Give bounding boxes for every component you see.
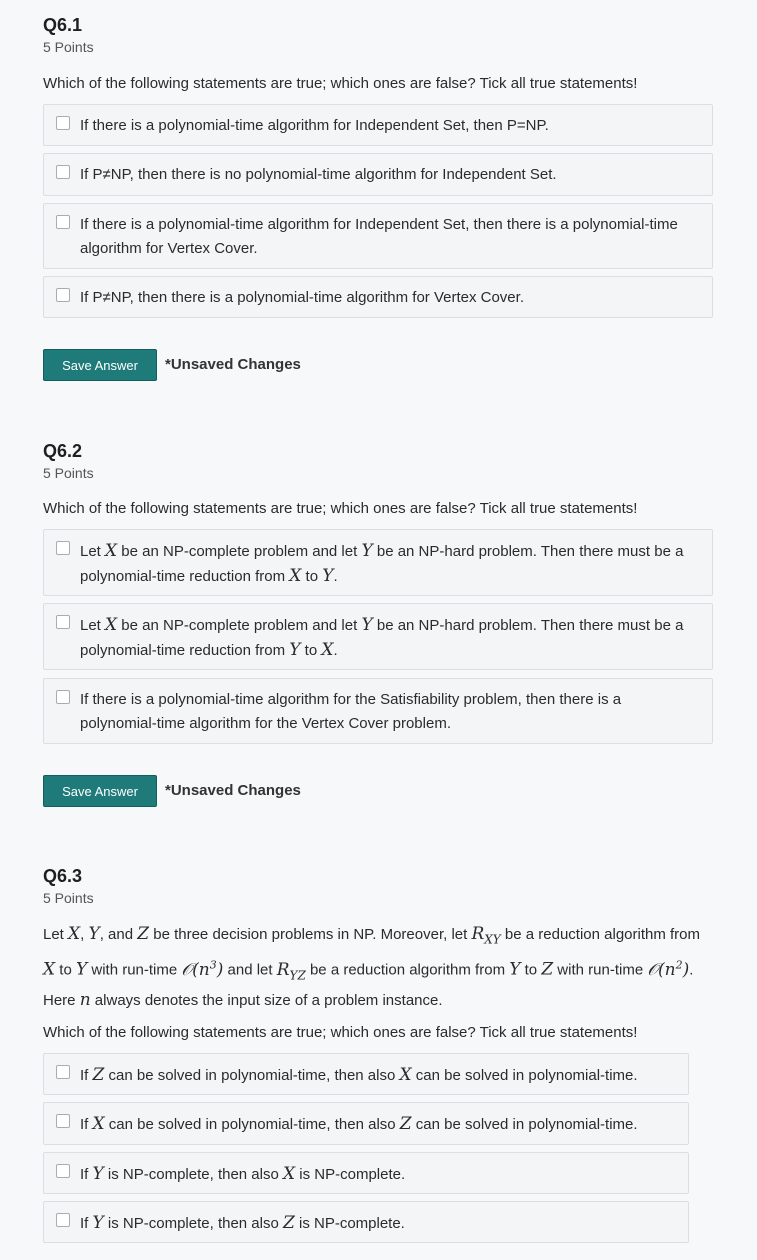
checkbox[interactable] [56,541,70,555]
q3-option-4[interactable] [43,1201,689,1243]
question-prompt: Which of the following statements are true; which ones are false? Tick all true statements! [43,500,638,517]
option-text: Let X be an NP-complete problem and let Y be an NP-hard problem. Then there must be a polynomial-time reduction from Y to X. [80,615,684,660]
question-prompt: Which of the following statements are true; which ones are false? Tick all true statements! [43,75,638,92]
option-text: If Z can be solved in polynomial-time, then also X can be solved in polynomial-time. [80,1065,638,1085]
question-title: Q6.3 [43,866,83,886]
checkbox[interactable] [56,116,70,130]
q2-option-2[interactable] [43,603,713,670]
save-answer-button[interactable]: Save Answer [43,349,157,381]
checkbox[interactable] [56,1164,70,1178]
question-6-1-header [43,14,94,56]
q2-option-1[interactable] [43,529,713,596]
question-6-3-header [43,865,94,907]
checkbox[interactable] [56,690,70,704]
option-text: If there is a polynomial-time algorithm for Independent Set, then P=NP. [80,117,549,134]
q1-option-3[interactable] [43,203,713,269]
q3-option-3[interactable] [43,1152,689,1194]
question-6-2-header [43,440,94,482]
q1-option-4[interactable] [43,276,713,318]
option-text: If X can be solved in polynomial-time, then also Z can be solved in polynomial-time. [80,1114,638,1134]
checkbox[interactable] [56,165,70,179]
option-text: If there is a polynomial-time algorithm for the Satisfiability problem, then there is a polynomial-time algorithm for the Vertex Cover problem. [80,691,622,732]
option-text: If P≠NP, then there is a polynomial-time algorithm for Vertex Cover. [80,289,524,306]
unsaved-changes-label: *Unsaved Changes [165,782,301,799]
question-points: 5 Points [43,465,94,481]
question-title: Q6.2 [43,441,83,461]
option-text: If there is a polynomial-time algorithm for Independent Set, then there is a polynomial-time algorithm for Vertex Cover. [80,216,678,257]
question-description: Let X, Y, and Z be three decision problems in NP. Moreover, let $R_{XY}$ be a reduction algorithm from X to Y with run-time $𝒪(n^3)$ and let $R_{YZ}$ be a reduction algorithm from Y to Z with run-time $𝒪(n^2)$. Here n always denotes the input size of a problem instance. [43,924,700,1011]
option-text: If Y is NP-complete, then also Z is NP-complete. [80,1213,405,1233]
q1-option-1[interactable] [43,104,713,146]
checkbox[interactable] [56,1213,70,1227]
save-answer-button[interactable]: Save Answer [43,775,157,807]
question-points: 5 Points [43,890,94,906]
q3-option-1[interactable] [43,1053,689,1095]
checkbox[interactable] [56,288,70,302]
checkbox[interactable] [56,1114,70,1128]
question-prompt: Which of the following statements are true; which ones are false? Tick all true statements! [43,1024,638,1041]
unsaved-changes-label: *Unsaved Changes [165,356,301,373]
question-title: Q6.1 [43,15,83,35]
option-text: If Y is NP-complete, then also X is NP-complete. [80,1164,406,1184]
q1-option-2[interactable] [43,153,713,196]
option-text: Let X be an NP-complete problem and let Y be an NP-hard problem. Then there must be a polynomial-time reduction from X to Y. [80,541,684,586]
checkbox[interactable] [56,615,70,629]
checkbox[interactable] [56,215,70,229]
checkbox[interactable] [56,1065,70,1079]
question-points: 5 Points [43,39,94,55]
q3-option-2[interactable] [43,1102,689,1145]
option-text: If P≠NP, then there is no polynomial-time algorithm for Independent Set. [80,166,557,183]
q2-option-3[interactable] [43,678,713,744]
